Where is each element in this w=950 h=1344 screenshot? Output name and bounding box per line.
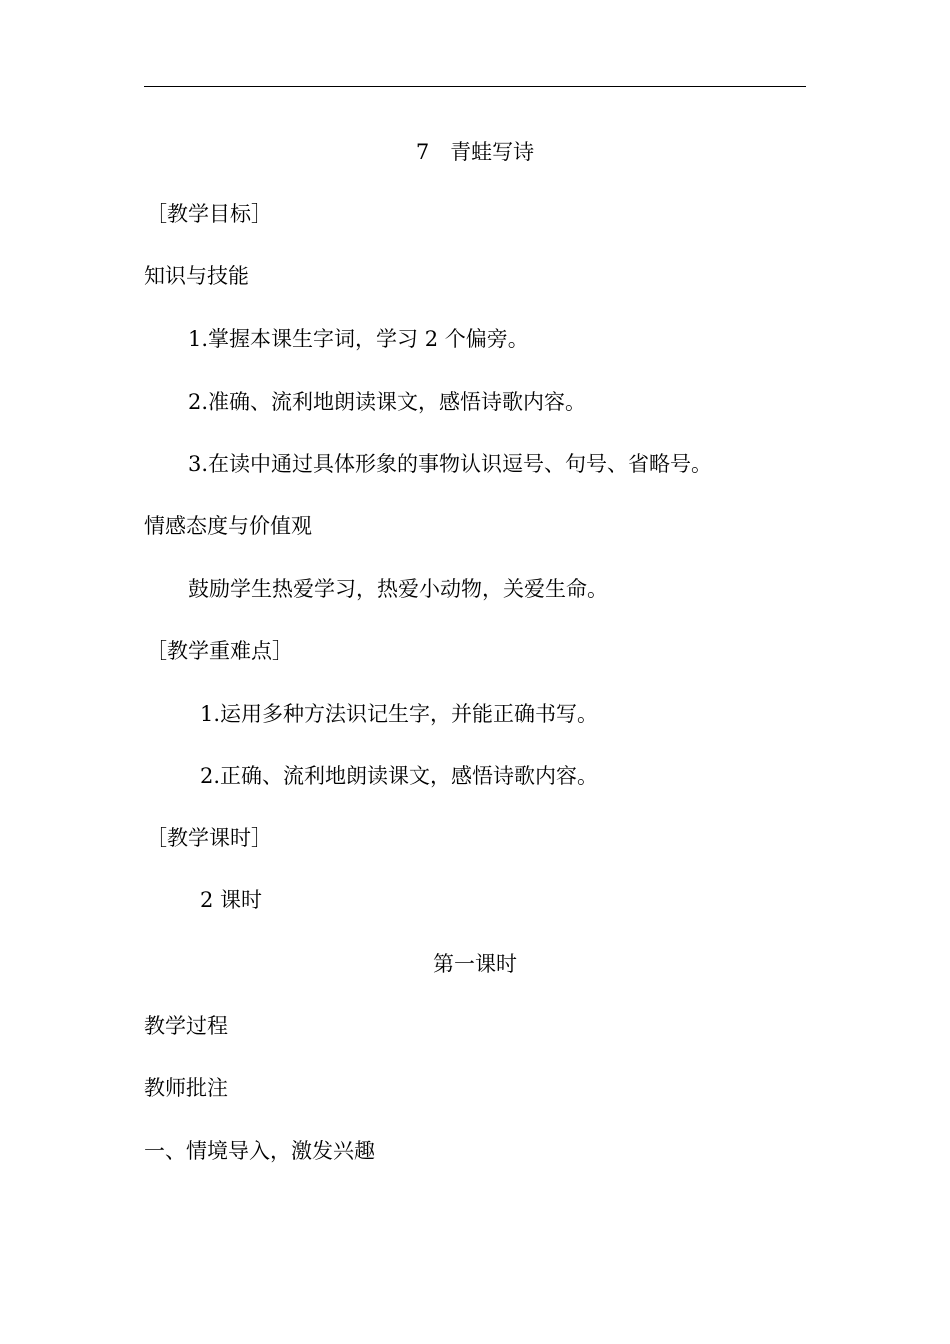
emotion-values-text: 鼓励学生热爱学习，热爱小动物，关爱生命。 [188,577,608,601]
lesson-title: 7 青蛙写诗 [415,140,535,164]
header-rule [144,86,806,87]
key-point-item-1: 1.运用多种方法识记生字，并能正确书写。 [200,702,599,726]
step-one-heading: 一、情境导入，激发兴趣 [144,1139,375,1163]
process-label: 教学过程 [144,1014,228,1038]
knowledge-item-2: 2.准确、流利地朗读课文，感悟诗歌内容。 [188,390,587,414]
section-objectives-heading: ［教学目标］ [146,202,272,226]
class-hours-text: 2 课时 [200,888,263,912]
emotion-values-heading: 情感态度与价值观 [144,514,312,538]
knowledge-item-1: 1.掌握本课生字词，学习 2 个偏旁。 [188,327,529,351]
key-points-heading: ［教学重难点］ [146,639,293,663]
key-point-item-2: 2.正确、流利地朗读课文，感悟诗歌内容。 [200,764,599,788]
knowledge-item-3: 3.在读中通过具体形象的事物认识逗号、句号、省略号。 [188,452,713,476]
lesson-one-title: 第一课时 [433,952,517,976]
class-hours-heading: ［教学课时］ [146,826,272,850]
teacher-notes-label: 教师批注 [144,1076,228,1100]
knowledge-skills-heading: 知识与技能 [144,264,249,288]
